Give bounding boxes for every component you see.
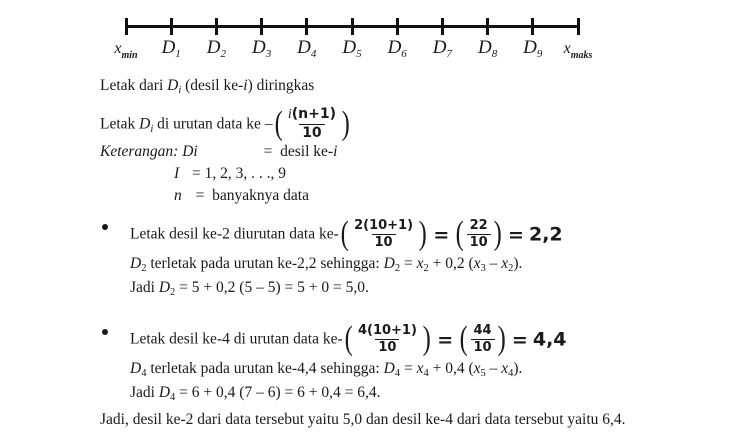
left-paren: ( [455,215,465,252]
d4-sub-2: 4 [394,368,401,379]
keterangan-equals-2: = [195,187,205,204]
d4-var: D [130,360,142,377]
x-var-2: x [473,360,481,377]
label-subscript: maks [570,50,593,61]
label-base: D [206,37,221,58]
keterangan-value-italic-0: i [333,143,338,160]
bullet-2-equals-2: = [511,328,528,351]
intro-line1-post: (desil ke- [181,77,244,94]
number-line-label-d6 [388,37,407,59]
bullet-1-formula [339,217,429,251]
x-var-1: x [416,360,424,377]
bullet-1-close: ). [513,255,523,272]
intro-line-2 [100,105,351,142]
number-line-label-d1 [162,37,181,59]
decile-position-formula [273,107,352,141]
label-base: D [477,37,492,58]
x-sub-3: 2 [508,263,514,274]
label-subscript: 4 [310,48,317,60]
jadi-sub-2: 4 [170,392,176,403]
intro-line1-end: ) diringkas [247,77,315,94]
fraction-2-numerator: 22 [469,217,488,233]
label-subscript: 5 [356,48,362,60]
fraction-2-denominator: 10 [467,234,491,250]
x-sub-3: 4 [508,368,514,379]
bullet-1-formula-2 [454,217,503,251]
label-base: D [387,37,402,58]
number-line-label-xmaks [563,40,593,61]
d2-var-2: D [383,255,395,272]
conclusion-line: Jadi, desil ke-2 dari data tersebut yaitu 5,0 dan desil ke-4 dari data tersebut yaitu 6,4. [100,411,626,428]
right-paren: ) [493,215,502,252]
keterangan-row-2 [174,188,309,204]
fraction-2-numerator: 44 [473,322,492,338]
number-line-tick [305,18,308,35]
keterangan-symbol-1: I [174,165,180,182]
label-base: D [432,37,447,58]
fraction-1-numerator: 4(10+1) [357,322,417,338]
x-sub-1: 4 [423,368,429,379]
bullet-1-equals-1: = [433,223,450,246]
label-subscript: 9 [536,48,543,60]
bullet-2-detail-text: terletak pada urutan ke-4,4 sehingga: [146,360,384,377]
x-sub-1: 2 [423,263,429,274]
bullet-1-minus: – [485,255,502,272]
number-line-tick [170,18,173,35]
number-line-tick [486,18,489,35]
bullet-1-plus: + 0,2 ( [428,255,474,272]
keterangan-title-row [100,144,337,160]
intro-line2-var-sub: i [150,123,154,135]
bullet-2-heading: Letak desil ke-4 di urutan data ke- [130,330,343,348]
d2-sub: 2 [141,263,147,274]
keterangan-value-2: banyaknya data [212,187,309,204]
bullet-marker-2 [102,329,108,335]
bullet-2-formula-2 [458,322,507,356]
right-paren: ) [497,320,506,357]
intro-line1-var: D [167,77,179,94]
x-sub-2: 3 [480,263,486,274]
label-subscript: 3 [265,48,272,60]
label-base: x [563,40,571,57]
keterangan-symbol-0: Di [182,143,198,160]
bullet-2-eq: = [400,360,417,377]
intro-line2-minus: – [264,115,273,133]
intro-line2-mid: di urutan data ke [153,115,265,133]
label-base: D [161,37,176,58]
label-subscript: 6 [401,48,407,60]
number-line-label-d4 [297,37,316,59]
intro-line-1 [100,78,314,94]
x-var-2: x [473,255,481,272]
number-line-tick [260,18,263,35]
fraction-2-denominator: 10 [471,339,495,355]
fraction-1-denominator: 10 [375,339,399,355]
right-paren: ) [422,320,431,357]
left-paren: ( [459,320,468,357]
fraction-numerator-rest: (n+1) [291,106,336,123]
label-subscript: 7 [446,48,453,60]
jadi-pre-2: Jadi [130,384,159,401]
jadi-sub-1: 2 [170,287,176,298]
number-line-label-d8 [478,37,497,59]
fraction-numerator [285,107,339,124]
bullet-2-heading-row [130,320,567,357]
fraction-1-numerator: 2(10+1) [354,217,414,233]
fraction [285,107,339,140]
left-paren: ( [344,320,353,357]
jadi-pre-1: Jadi [130,279,159,296]
fraction-numerator-i: i [287,107,292,123]
number-line-label-d7 [433,37,452,59]
label-subscript: 2 [220,48,227,60]
jadi-post-2: = 6 + 0,4 (7 – 6) = 6 + 0,4 = 6,4. [175,384,381,401]
number-line-tick [577,18,580,35]
bullet-2-detail-line-1 [130,361,522,377]
bullet-1-detail-text: terletak pada urutan ke-2,2 sehingga: [146,255,384,272]
bullet-2-formula [343,322,433,356]
left-paren: ( [274,105,283,142]
bullet-2-plus: + 0,4 ( [428,360,474,377]
number-line-label-d9 [523,37,542,59]
bullet-2-equals-1: = [437,328,454,351]
fraction-2 [467,219,491,249]
number-line-label-xmin [114,40,138,61]
keterangan-value-1: 1, 2, 3, . . ., 9 [204,165,287,182]
label-subscript: 1 [175,48,181,60]
d4-sub: 4 [141,368,147,379]
jadi-var-1: D [158,279,171,296]
bullet-2-result: 4,4 [532,328,567,351]
left-paren: ( [340,215,349,252]
label-base: D [523,37,537,58]
label-subscript: 8 [491,48,498,60]
bullet-1-equals-2: = [508,223,524,246]
decile-number-line-diagram [100,14,600,66]
intro-line1-var-sub: i [178,85,182,96]
keterangan-equals-0: = [263,143,273,160]
fraction-2 [471,324,495,354]
number-line-tick [215,18,218,35]
bullet-2-minus: – [485,360,502,377]
right-paren: ) [418,215,427,252]
jadi-var-2: D [158,384,171,401]
keterangan-title: Keterangan: [100,143,179,160]
x-var-1: x [416,255,424,272]
d2-sub-2: 2 [394,263,401,274]
fraction-1 [351,219,416,249]
bullet-2-detail-line-2 [130,385,380,401]
number-line-tick [396,18,399,35]
keterangan-value-0: desil ke- [280,143,334,160]
number-line-label-d5 [342,37,361,59]
intro-line1-italic-i: i [243,77,248,94]
jadi-post-1: = 5 + 0,2 (5 – 5) = 5 + 0 = 5,0. [175,279,369,296]
number-line-label-d3 [252,37,271,59]
label-subscript: min [121,50,138,61]
x-sub-2: 5 [480,368,486,379]
x-var-3: x [501,255,509,272]
d2-var: D [130,255,142,272]
d4-var-2: D [383,360,395,377]
number-line-tick [351,18,354,35]
bullet-1-detail-line-1 [130,256,522,272]
bullet-1-result: 2,2 [528,223,563,246]
right-paren: ) [341,105,350,142]
bullet-1-detail-line-2 [130,280,369,296]
label-base: x [114,40,122,57]
bullet-marker-1 [102,224,108,230]
x-var-3: x [501,360,509,377]
bullet-1-heading-row [130,215,563,252]
fraction-denominator: 10 [299,124,324,141]
label-base: D [342,37,357,58]
keterangan-symbol-2: n [174,187,182,204]
number-line-label-d2 [207,37,226,59]
bullet-2-close: ). [513,360,523,377]
fraction-1-denominator: 10 [372,234,396,250]
intro-line2-pre: Letak [100,115,140,133]
keterangan-equals-1: = [192,165,201,182]
number-line-tick [441,18,444,35]
label-base: D [251,37,266,58]
bullet-1-heading: Letak desil ke-2 diurutan data ke- [130,225,339,243]
intro-line1-pre: Letak dari [100,77,168,94]
fraction-1 [355,324,420,354]
intro-line2-var: D [139,115,151,133]
number-line-tick [125,18,128,35]
label-base: D [297,37,311,58]
number-line-tick [531,18,534,35]
bullet-1-eq: = [400,255,417,272]
keterangan-row-1 [174,166,286,182]
